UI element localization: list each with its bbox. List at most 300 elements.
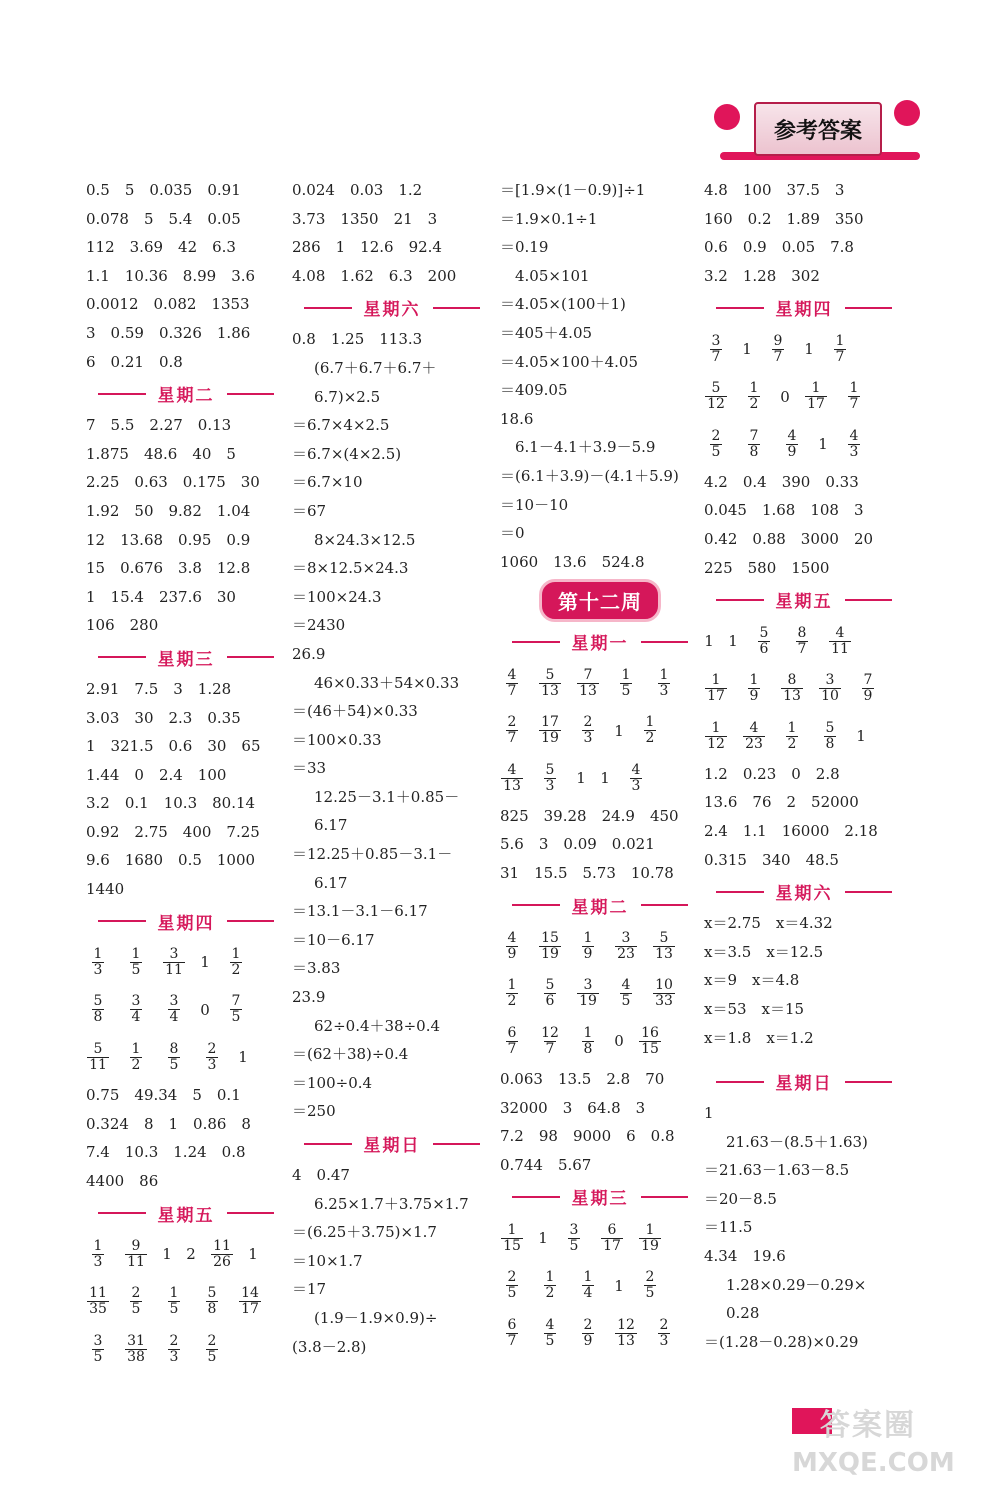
fraction (614, 1318, 638, 1349)
calculation-line: ＝2430 (292, 616, 346, 635)
fraction (124, 1042, 148, 1073)
section-header-monday: 星期一 (500, 624, 700, 659)
answer-lines (292, 176, 492, 290)
answer-line: 225 580 1500 (704, 558, 830, 577)
numerator: 5 (207, 1285, 217, 1302)
answer-line: 0.324 8 1 0.86 8 (86, 1114, 251, 1133)
fraction (638, 1223, 662, 1254)
numerator: 8 (797, 624, 807, 641)
calculation-line: ＝(1.28－0.28)×0.29 (704, 1332, 859, 1351)
fraction (538, 978, 562, 1009)
denominator: 13 (503, 777, 521, 794)
denominator: 19 (541, 730, 559, 747)
fraction (576, 978, 600, 1009)
denominator: 7 (773, 348, 783, 365)
numerator: 1 (621, 666, 631, 683)
denominator: 5 (169, 1301, 179, 1318)
numerator: 2 (507, 1269, 517, 1286)
calculation-line: (3.8－2.8) (292, 1337, 367, 1356)
denominator: 6 (545, 993, 555, 1010)
fraction (704, 673, 728, 704)
fraction (238, 1286, 262, 1317)
answer-line: 2.4 1.1 16000 2.18 (704, 821, 878, 840)
answer-lines (704, 468, 904, 582)
fraction-row (86, 1326, 286, 1374)
fraction-row (86, 1278, 286, 1326)
numerator: 6 (507, 1024, 517, 1041)
answer-lines (86, 675, 286, 904)
answer-line: 0.078 5 5.4 0.05 (86, 209, 241, 228)
whole-number: 1 (248, 1245, 258, 1264)
denominator: 33 (655, 993, 673, 1010)
fraction-row (500, 923, 700, 971)
numerator: 2 (659, 1316, 669, 1333)
fraction-answers (704, 325, 904, 468)
fraction (842, 429, 866, 460)
numerator: 1 (545, 1269, 555, 1286)
denominator: 5 (645, 1285, 655, 1302)
fraction (200, 1334, 224, 1365)
fraction (500, 1223, 524, 1254)
fraction (600, 1223, 624, 1254)
numerator: 4 (507, 929, 517, 946)
denominator: 5 (569, 1237, 579, 1254)
numerator: 1 (583, 1024, 593, 1041)
answer-line: x＝2.75 x＝4.32 (704, 914, 833, 933)
calculation-lines (292, 1161, 492, 1361)
calculation-line: ＝10×1.7 (292, 1251, 363, 1270)
denominator: 35 (89, 1301, 107, 1318)
numerator: 7 (863, 672, 873, 688)
calculation-line: 0.8 1.25 113.3 (292, 330, 423, 349)
numerator: 2 (583, 1316, 593, 1333)
answer-line: ＝(6.1＋3.9)－(4.1＋5.9) (500, 466, 679, 485)
numerator: 4 (749, 719, 759, 736)
calculation-line: ＝10－6.17 (292, 930, 375, 949)
denominator: 8 (825, 735, 835, 752)
fraction-row (704, 373, 904, 421)
numerator: 3 (711, 332, 721, 349)
calculation-line: ＝11.5 (704, 1218, 753, 1237)
numerator: 5 (825, 719, 835, 736)
fraction-answers (500, 923, 700, 1066)
answer-line: x＝9 x＝4.8 (704, 971, 800, 990)
fraction (224, 947, 248, 978)
denominator: 3 (659, 1332, 669, 1349)
answer-line: 3.73 1350 21 3 (292, 209, 438, 228)
fraction-row (500, 659, 700, 707)
fraction (856, 673, 880, 704)
numerator: 3 (93, 1332, 103, 1349)
numerator: 9 (773, 332, 783, 349)
denominator: 3 (169, 1348, 179, 1365)
fraction (818, 721, 842, 752)
fraction (652, 1318, 676, 1349)
fraction (614, 931, 638, 962)
fraction (704, 381, 728, 412)
calculation-line: ＝100×24.3 (292, 587, 382, 606)
denominator: 3 (583, 730, 593, 747)
whole-number: 2 (186, 1245, 196, 1264)
numerator: 6 (607, 1221, 617, 1238)
answer-line: 0.0012 0.082 1353 (86, 295, 250, 314)
numerator: 4 (849, 427, 859, 444)
answer-line: 0.92 2.75 400 7.25 (86, 822, 260, 841)
numerator: 1 (749, 672, 759, 688)
fraction (538, 1270, 562, 1301)
fraction (576, 1318, 600, 1349)
denominator: 13 (655, 945, 673, 962)
section-header-wednesday: 星期三 (86, 640, 286, 675)
denominator: 3 (207, 1056, 217, 1073)
fraction (162, 1334, 186, 1365)
fraction (538, 1026, 562, 1057)
fraction-answers (86, 1231, 286, 1374)
denominator: 13 (783, 688, 801, 704)
answer-line: 7 5.5 2.27 0.13 (86, 416, 232, 435)
fraction (818, 673, 842, 704)
answer-line: 0.045 1.68 108 3 (704, 501, 864, 520)
column-1 (86, 176, 286, 1373)
fraction (804, 381, 828, 412)
fraction (538, 931, 562, 962)
denominator: 8 (93, 1009, 103, 1026)
calculation-lines (704, 1099, 904, 1356)
numerator: 7 (583, 666, 593, 683)
numerator: 5 (711, 380, 721, 397)
numerator: 1 (93, 945, 103, 962)
answer-line: ＝4.05×100＋4.05 (500, 352, 638, 371)
fraction (500, 1318, 524, 1349)
fraction (638, 715, 662, 746)
column-2 (292, 176, 492, 1361)
fraction-answers (86, 939, 286, 1082)
fraction (704, 429, 728, 460)
fraction-row (500, 1018, 700, 1066)
calculation-line: 6.7)×2.5 (314, 387, 381, 406)
answer-line: 1 321.5 0.6 30 65 (86, 737, 261, 756)
answer-line: ＝10－10 (500, 495, 569, 514)
numerator: 1 (131, 1040, 141, 1057)
answer-line: ＝1.9×0.1÷1 (500, 209, 598, 228)
fraction (742, 721, 766, 752)
page-title: 参考答案 (754, 102, 882, 156)
numerator: 4 (835, 624, 845, 641)
answer-line: 0.315 340 48.5 (704, 850, 839, 869)
fraction (500, 978, 524, 1009)
numerator: 1 (645, 714, 655, 731)
section-header-tuesday: 星期二 (86, 376, 286, 411)
answer-lines (86, 176, 286, 376)
denominator: 10 (821, 688, 839, 704)
fraction-row (704, 665, 904, 713)
answer-line: 1.1 10.36 8.99 3.6 (86, 266, 256, 285)
answer-line: 2.25 0.63 0.175 30 (86, 473, 260, 492)
denominator: 5 (231, 1009, 241, 1026)
fraction (124, 1286, 148, 1317)
numerator: 15 (541, 929, 559, 946)
answer-line: 4400 86 (86, 1171, 159, 1190)
fraction (780, 429, 804, 460)
numerator: 4 (507, 666, 517, 683)
fraction (124, 1334, 148, 1365)
numerator: 11 (213, 1237, 231, 1254)
whole-number: 1 (200, 953, 210, 972)
denominator: 7 (835, 348, 845, 365)
watermark-logo: 答案圈 (820, 1408, 916, 1443)
calculation-line: ＝(62＋38)÷0.4 (292, 1045, 409, 1064)
answer-line: 0.5 5 0.035 0.91 (86, 181, 241, 199)
fraction (500, 763, 524, 794)
denominator: 5 (131, 961, 141, 978)
watermark-url: MXQE.COM (792, 1448, 955, 1478)
calculation-line: 1 (704, 1104, 714, 1123)
numerator: 14 (241, 1285, 259, 1302)
fraction-row (86, 986, 286, 1034)
answer-line: 18.6 (500, 409, 534, 428)
section-header-saturday: 星期六 (292, 290, 492, 325)
answer-line: 12 13.68 0.95 0.9 (86, 530, 251, 549)
fraction-row (500, 970, 700, 1018)
section-header-sunday-2: 星期日 (704, 1064, 904, 1099)
denominator: 2 (231, 961, 241, 978)
calculation-line: (1.9－1.9×0.9)÷ (314, 1308, 438, 1327)
answer-line: 4.2 0.4 390 0.33 (704, 472, 859, 491)
numerator: 4 (621, 977, 631, 994)
numerator: 3 (169, 993, 179, 1010)
answer-line: 0.42 0.88 3000 20 (704, 530, 874, 549)
denominator: 3 (631, 777, 641, 794)
denominator: 7 (849, 396, 859, 413)
numerator: 3 (169, 945, 179, 962)
denominator: 5 (545, 1332, 555, 1349)
answer-line: 3.03 30 2.3 0.35 (86, 708, 241, 727)
answer-line: 0.024 0.03 1.2 (292, 181, 423, 199)
numerator: 7 (231, 993, 241, 1010)
numerator: 1 (507, 977, 517, 994)
denominator: 3 (93, 961, 103, 978)
numerator: 8 (169, 1040, 179, 1057)
numerator: 4 (631, 761, 641, 778)
calculation-line: 1.28×0.29－0.29× (726, 1275, 867, 1294)
denominator: 2 (131, 1056, 141, 1073)
section-header-thursday: 星期四 (86, 904, 286, 939)
fraction (86, 1042, 110, 1073)
numerator: 1 (583, 929, 593, 946)
calculation-line: 0.28 (726, 1304, 760, 1323)
fraction-row (704, 617, 904, 665)
fraction-row (704, 325, 904, 373)
answer-line: 15 0.676 3.8 12.8 (86, 559, 251, 578)
calculation-lines (292, 325, 492, 1126)
numerator: 8 (787, 672, 797, 688)
fraction (200, 1286, 224, 1317)
fraction (766, 334, 790, 365)
numerator: 1 (583, 1269, 593, 1286)
whole-number: 1 (576, 769, 586, 788)
denominator: 9 (863, 688, 873, 704)
answer-line: 0.063 13.5 2.8 70 (500, 1070, 665, 1089)
calculation-line: 12.25－3.1＋0.85－ (314, 787, 460, 806)
whole-number: 0 (780, 387, 790, 406)
answer-line: 3.2 1.28 302 (704, 266, 820, 285)
denominator: 2 (749, 396, 759, 413)
section-header-friday: 星期五 (86, 1196, 286, 1231)
calculation-line: 6.17 (314, 873, 348, 892)
numerator: 1 (169, 1285, 179, 1302)
denominator: 2 (507, 993, 517, 1010)
numerator: 1 (811, 380, 821, 397)
fraction-row (500, 1214, 700, 1262)
answer-line: 1060 13.6 524.8 (500, 552, 645, 571)
fraction (210, 1239, 234, 1270)
denominator: 8 (583, 1040, 593, 1057)
fraction (538, 763, 562, 794)
numerator: 1 (231, 945, 241, 962)
fraction (704, 721, 728, 752)
calculation-line: ＝(46＋54)×0.33 (292, 702, 418, 721)
denominator: 5 (207, 1348, 217, 1365)
whole-number: 0 (200, 1000, 210, 1019)
answer-line: 13.6 76 2 52000 (704, 793, 859, 812)
fraction-row (500, 1309, 700, 1357)
fraction (614, 668, 638, 699)
fraction (86, 1286, 110, 1317)
section-header-wednesday-2: 星期三 (500, 1179, 700, 1214)
calculation-line: 62÷0.4＋38÷0.4 (314, 1016, 441, 1035)
whole-number: 1 (614, 1276, 624, 1295)
calculation-line: 26.9 (292, 644, 326, 663)
answer-line: 0.6 0.9 0.05 7.8 (704, 238, 854, 257)
answer-line: 1.44 0 2.4 100 (86, 765, 227, 784)
denominator: 5 (621, 682, 631, 699)
numerator: 4 (507, 761, 517, 778)
calculation-line: ＝6.7×4×2.5 (292, 416, 390, 435)
numerator: 2 (507, 714, 517, 731)
fraction (638, 1270, 662, 1301)
numerator: 1 (787, 719, 797, 736)
section-header-saturday-2: 星期六 (704, 874, 904, 909)
answer-lines (704, 760, 904, 874)
fraction (704, 334, 728, 365)
denominator: 7 (507, 1040, 517, 1057)
answer-line: x＝53 x＝15 (704, 999, 805, 1018)
numerator: 12 (617, 1316, 635, 1333)
numerator: 3 (583, 977, 593, 994)
denominator: 9 (787, 443, 797, 460)
fraction (576, 668, 600, 699)
section-header-friday-2: 星期五 (704, 582, 904, 617)
fraction (500, 1270, 524, 1301)
answer-line: ＝0 (500, 524, 525, 543)
fraction (652, 978, 676, 1009)
column-3 (500, 176, 700, 1357)
calculation-line: ＝20－8.5 (704, 1189, 777, 1208)
answer-line: 160 0.2 1.89 350 (704, 209, 864, 228)
fraction (742, 381, 766, 412)
whole-number: 1 (818, 435, 828, 454)
denominator: 7 (545, 1040, 555, 1057)
denominator: 17 (603, 1237, 621, 1254)
fraction (538, 715, 562, 746)
denominator: 17 (241, 1301, 259, 1318)
calculation-line: 4.34 19.6 (704, 1247, 786, 1266)
denominator: 23 (745, 735, 763, 752)
answer-line: 5.6 3 0.09 0.021 (500, 835, 655, 854)
calculation-line: ＝100×0.33 (292, 730, 382, 749)
numerator: 2 (645, 1269, 655, 1286)
numerator: 11 (89, 1285, 107, 1302)
answer-line: 6 0.21 0.8 (86, 352, 183, 371)
fraction (576, 1270, 600, 1301)
answer-line: ＝405＋4.05 (500, 323, 593, 342)
denominator: 3 (93, 1253, 103, 1270)
fraction-row (86, 1034, 286, 1082)
numerator: 1 (93, 1237, 103, 1254)
answer-line: 7.4 10.3 1.24 0.8 (86, 1143, 246, 1162)
denominator: 7 (507, 730, 517, 747)
calculation-line: 6.25×1.7＋3.75×1.7 (314, 1194, 469, 1213)
fraction (790, 626, 814, 657)
denominator: 11 (165, 961, 183, 978)
answer-line: 6.1－4.1＋3.9－5.9 (500, 438, 656, 457)
denominator: 26 (213, 1253, 231, 1270)
fraction (652, 931, 676, 962)
answer-line: 286 1 12.6 92.4 (292, 238, 442, 257)
numerator: 31 (127, 1332, 145, 1349)
fraction-row (500, 1262, 700, 1310)
fraction (86, 1239, 110, 1270)
numerator: 5 (659, 929, 669, 946)
fraction (742, 673, 766, 704)
fraction-row (86, 939, 286, 987)
calculation-line: 4 0.47 (292, 1166, 350, 1184)
left-figure-icon (714, 104, 740, 130)
answer-line: 106 280 (86, 616, 159, 635)
denominator: 4 (131, 1009, 141, 1026)
answer-line: 0.75 49.34 5 0.1 (86, 1086, 241, 1105)
answer-lines (500, 176, 700, 576)
fraction (638, 1026, 662, 1057)
fraction (500, 931, 524, 962)
answer-line: 32000 3 64.8 3 (500, 1098, 646, 1117)
calculation-line: ＝6.7×(4×2.5) (292, 444, 402, 463)
answer-line: 1440 (86, 880, 125, 899)
denominator: 3 (849, 443, 859, 460)
denominator: 13 (617, 1332, 635, 1349)
numerator: 16 (641, 1024, 659, 1041)
denominator: 2 (545, 1285, 555, 1302)
calculation-line: ＝100÷0.4 (292, 1073, 373, 1092)
fraction-row (500, 707, 700, 755)
denominator: 11 (89, 1056, 107, 1073)
right-figure-icon (894, 100, 920, 126)
answer-line: 4.08 1.62 6.3 200 (292, 266, 457, 285)
whole-number: 1 (804, 340, 814, 359)
answer-line: 1.2 0.23 0 2.8 (704, 764, 840, 783)
numerator: 17 (541, 714, 559, 731)
fraction (780, 721, 804, 752)
answer-line: 112 3.69 42 6.3 (86, 238, 236, 257)
answer-line: 9.6 1680 0.5 1000 (86, 851, 256, 870)
answer-line: 4.05×101 (500, 266, 590, 285)
denominator: 13 (541, 682, 559, 699)
denominator: 8 (207, 1301, 217, 1318)
answer-lines (704, 909, 904, 1052)
numerator: 2 (583, 714, 593, 731)
denominator: 13 (579, 682, 597, 699)
denominator: 2 (645, 730, 655, 747)
